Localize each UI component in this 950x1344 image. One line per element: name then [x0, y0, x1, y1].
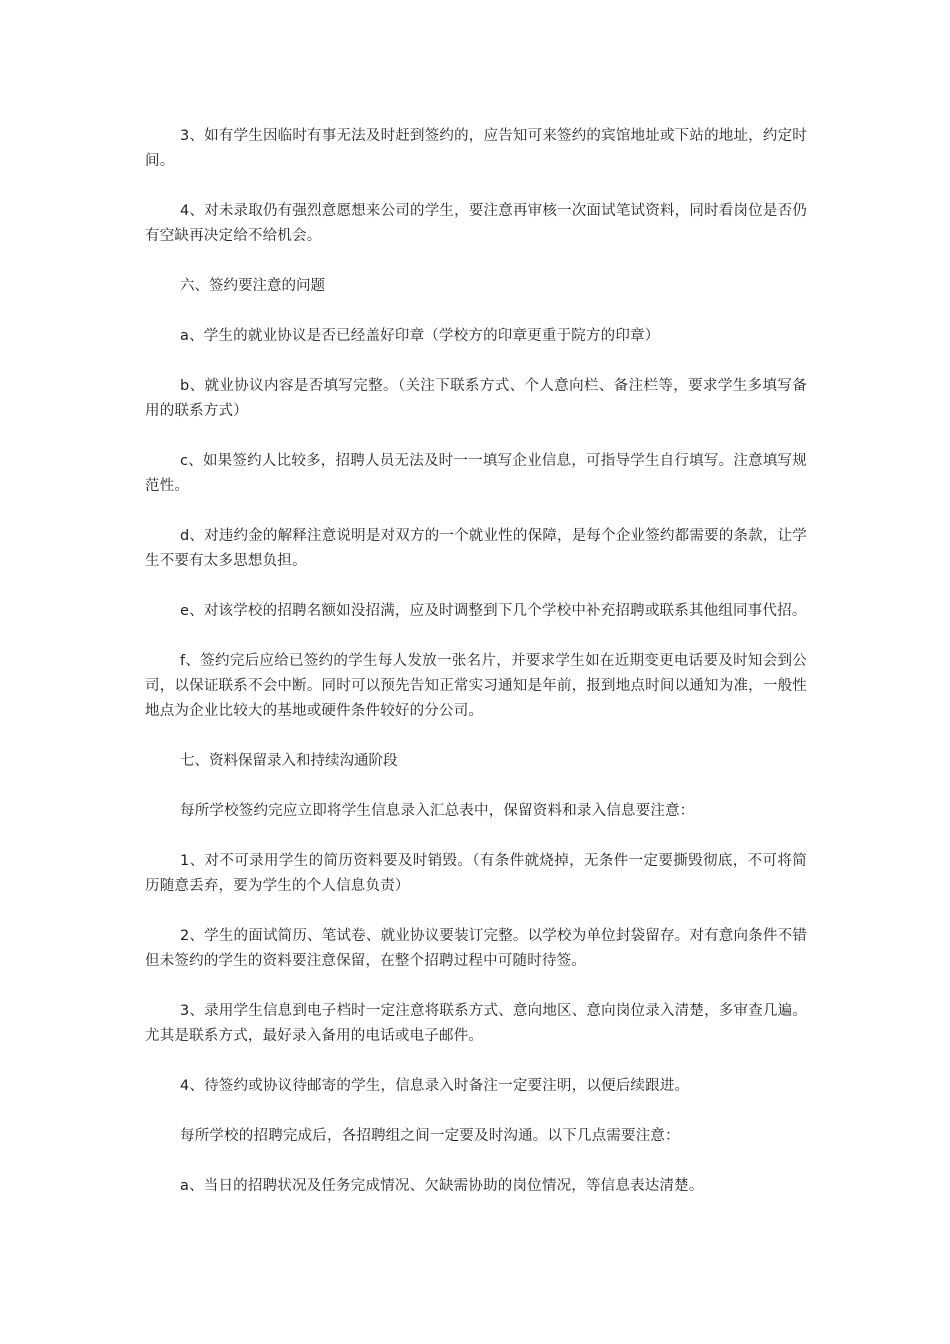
section-heading-7: 七、资料保留录入和持续沟通阶段	[180, 753, 398, 769]
document-body	[145, 124, 807, 1224]
paragraph-item-b-completeness: b、就业协议内容是否填写完整。（关注下联系方式、个人意向栏、备注栏等，要求学生多填写备用的联系方式）	[145, 378, 807, 419]
paragraph-item-a-seal: a、学生的就业协议是否已经盖好印章（学校方的印章更重于院方的印章）	[180, 328, 660, 344]
paragraph-item-4-pending: 4、待签约或协议待邮寄的学生，信息录入时备注一定要注明，以便后续跟进。	[180, 1078, 690, 1094]
paragraph-item-3-electronic-records: 3、录用学生信息到电子档时一定注意将联系方式、意向地区、意向岗位录入清楚，多审查几遍。尤其是联系方式，最好录入备用的电话或电子邮件。	[145, 1003, 807, 1044]
paragraph-item-1-destroy-resumes: 1、对不可录用学生的简历资料要及时销毁。（有条件就烧掉，无条件一定要撕毁彻底，不可将简历随意丢弃，要为学生的个人信息负责）	[145, 853, 807, 894]
paragraph-item-d-penalty: d、对违约金的解释注意说明是对双方的一个就业性的保障，是每个企业签约都需要的条款，让学生不要有太多思想负担。	[145, 528, 807, 569]
paragraph-item-4-unadmitted: 4、对未录取仍有强烈意愿想来公司的学生，要注意再审核一次面试笔试资料，同时看岗位是否仍有空缺再决定给不给机会。	[145, 203, 807, 244]
paragraph-intro-data-entry: 每所学校签约完应立即将学生信息录入汇总表中，保留资料和录入信息要注意：	[180, 803, 695, 819]
paragraph-item-c-self-fill: c、如果签约人比较多，招聘人员无法及时一一填写企业信息，可指导学生自行填写。注意填写规范性。	[145, 453, 807, 494]
paragraph-item-3-late-signing: 3、如有学生因临时有事无法及时赶到签约的，应告知可来签约的宾馆地址或下站的地址，约定时间。	[145, 128, 807, 169]
paragraph-item-f-business-card: f、签约完后应给已签约的学生每人发放一张名片，并要求学生如在近期变更电话要及时知会到公司，以保证联系不会中断。同时可以预先告知正常实习通知是年前，报到地点时间以通知为准，一般性地点为企业比较大的基地或硬件条件较好的分公司。	[145, 653, 807, 719]
paragraph-item-a-daily-status: a、当日的招聘状况及任务完成情况、欠缺需协助的岗位情况，等信息表达清楚。	[180, 1178, 704, 1194]
paragraph-item-2-binding: 2、学生的面试简历、笔试卷、就业协议要装订完整。以学校为单位封袋留存。对有意向条件不错但未签约的学生的资料要注意保留，在整个招聘过程中可随时待签。	[145, 928, 807, 969]
paragraph-intro-communication: 每所学校的招聘完成后，各招聘组之间一定要及时沟通。以下几点需要注意：	[180, 1128, 680, 1144]
section-heading-6: 六、签约要注意的问题	[180, 278, 325, 294]
paragraph-item-e-quota: e、对该学校的招聘名额如没招满，应及时调整到下几个学校中补充招聘或联系其他组同事代招。	[180, 603, 807, 619]
